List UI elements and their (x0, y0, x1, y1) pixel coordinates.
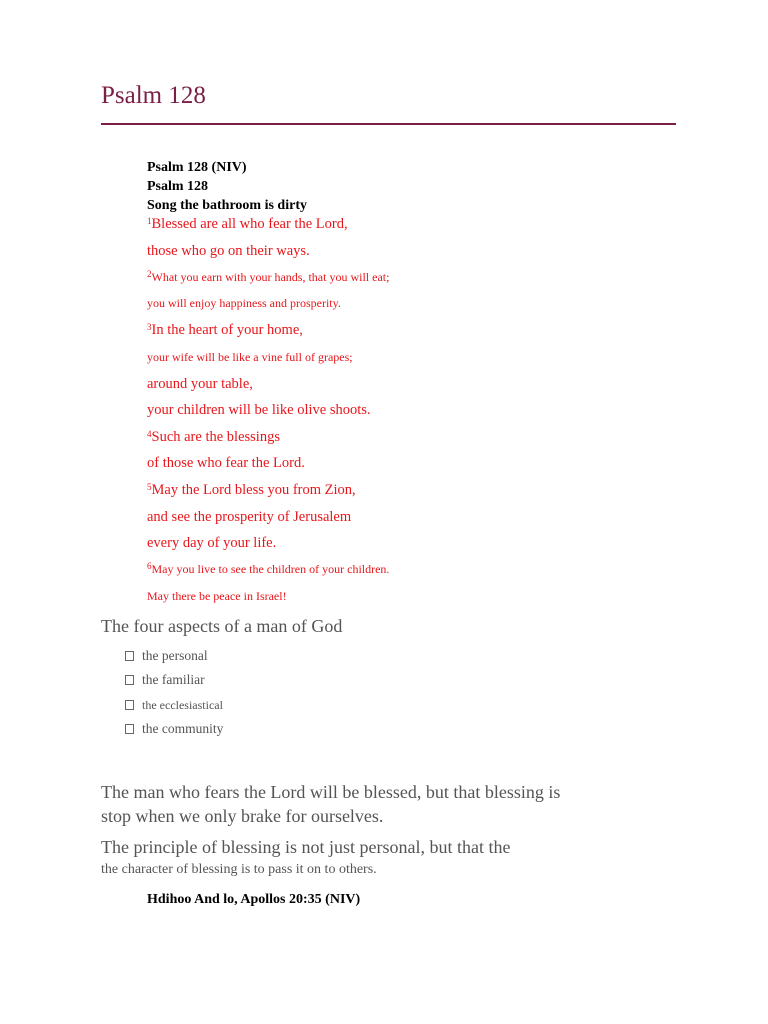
verse-text: your children will be like olive shoots. (147, 402, 371, 418)
aspect-item (125, 696, 223, 714)
aspect-item (125, 647, 208, 665)
verse-line (147, 375, 253, 393)
verse-text: you will enjoy happiness and prosperity. (147, 296, 341, 310)
paragraph-line: The man who fears the Lord will be blessed, but that blessing is (101, 782, 561, 802)
verse-number: 4 (147, 429, 152, 439)
passage-header-subtitle: Song the bathroom is dirty (147, 198, 307, 213)
verse-line (147, 428, 280, 446)
verse-line (147, 534, 276, 552)
aspect-label: the ecclesiastical (142, 698, 223, 712)
verse-number: 1 (147, 216, 152, 226)
aspect-label: the personal (142, 648, 208, 663)
page-title: Psalm 128 (101, 82, 206, 109)
verse-line (147, 508, 351, 526)
verse-text: your wife will be like a vine full of grapes; (147, 350, 353, 364)
verse-text: What you earn with your hands, that you will eat; (151, 270, 390, 284)
verse-line (147, 560, 389, 578)
verse-line (147, 294, 341, 312)
aspect-item (125, 671, 205, 689)
verse-line (147, 401, 371, 419)
scripture-reference: Hdihoo And lo, Apollos 20:35 (NIV) (147, 892, 361, 907)
passage-header-version: Psalm 128 (NIV) (147, 160, 247, 175)
verse-text: those who go on their ways. (147, 243, 310, 259)
verse-number: 3 (147, 322, 152, 332)
aspect-label: the familiar (142, 672, 205, 687)
verse-line (147, 268, 389, 286)
aspects-heading: The four aspects of a man of God (101, 616, 343, 636)
aspect-item (125, 720, 223, 738)
verse-number: 5 (147, 482, 152, 492)
verse-number: 6 (147, 561, 152, 571)
checkbox-icon (125, 700, 134, 710)
checkbox-icon (125, 724, 134, 734)
verse-text: May there be peace in Israel! (147, 589, 287, 603)
verse-line (147, 481, 356, 499)
title-divider (101, 123, 676, 125)
paragraph-line: stop when we only brake for ourselves. (101, 806, 384, 826)
checkbox-icon (125, 651, 134, 661)
aspect-label: the community (142, 721, 224, 736)
verse-text: May you live to see the children of your children. (151, 562, 390, 576)
verse-line (147, 348, 353, 366)
verse-line (147, 321, 303, 339)
verse-line (147, 454, 305, 472)
checkbox-icon (125, 675, 134, 685)
verse-text: May the Lord bless you from Zion, (151, 482, 356, 498)
verse-number: 2 (147, 269, 152, 279)
verse-text: In the heart of your home, (151, 322, 303, 338)
verse-text: every day of your life. (147, 535, 277, 551)
verse-text: of those who fear the Lord. (147, 455, 305, 471)
verse-text: around your table, (147, 376, 253, 392)
verse-line (147, 587, 287, 605)
passage-header-title: Psalm 128 (147, 179, 209, 194)
verse-text: Such are the blessings (151, 429, 280, 445)
paragraph-line: the character of blessing is to pass it on to others. (101, 862, 377, 877)
verse-line (147, 215, 348, 233)
verse-line (147, 242, 310, 260)
paragraph-line: The principle of blessing is not just personal, but that the (101, 837, 511, 857)
verse-text: and see the prosperity of Jerusalem (147, 509, 352, 525)
verse-text: Blessed are all who fear the Lord, (151, 216, 348, 232)
